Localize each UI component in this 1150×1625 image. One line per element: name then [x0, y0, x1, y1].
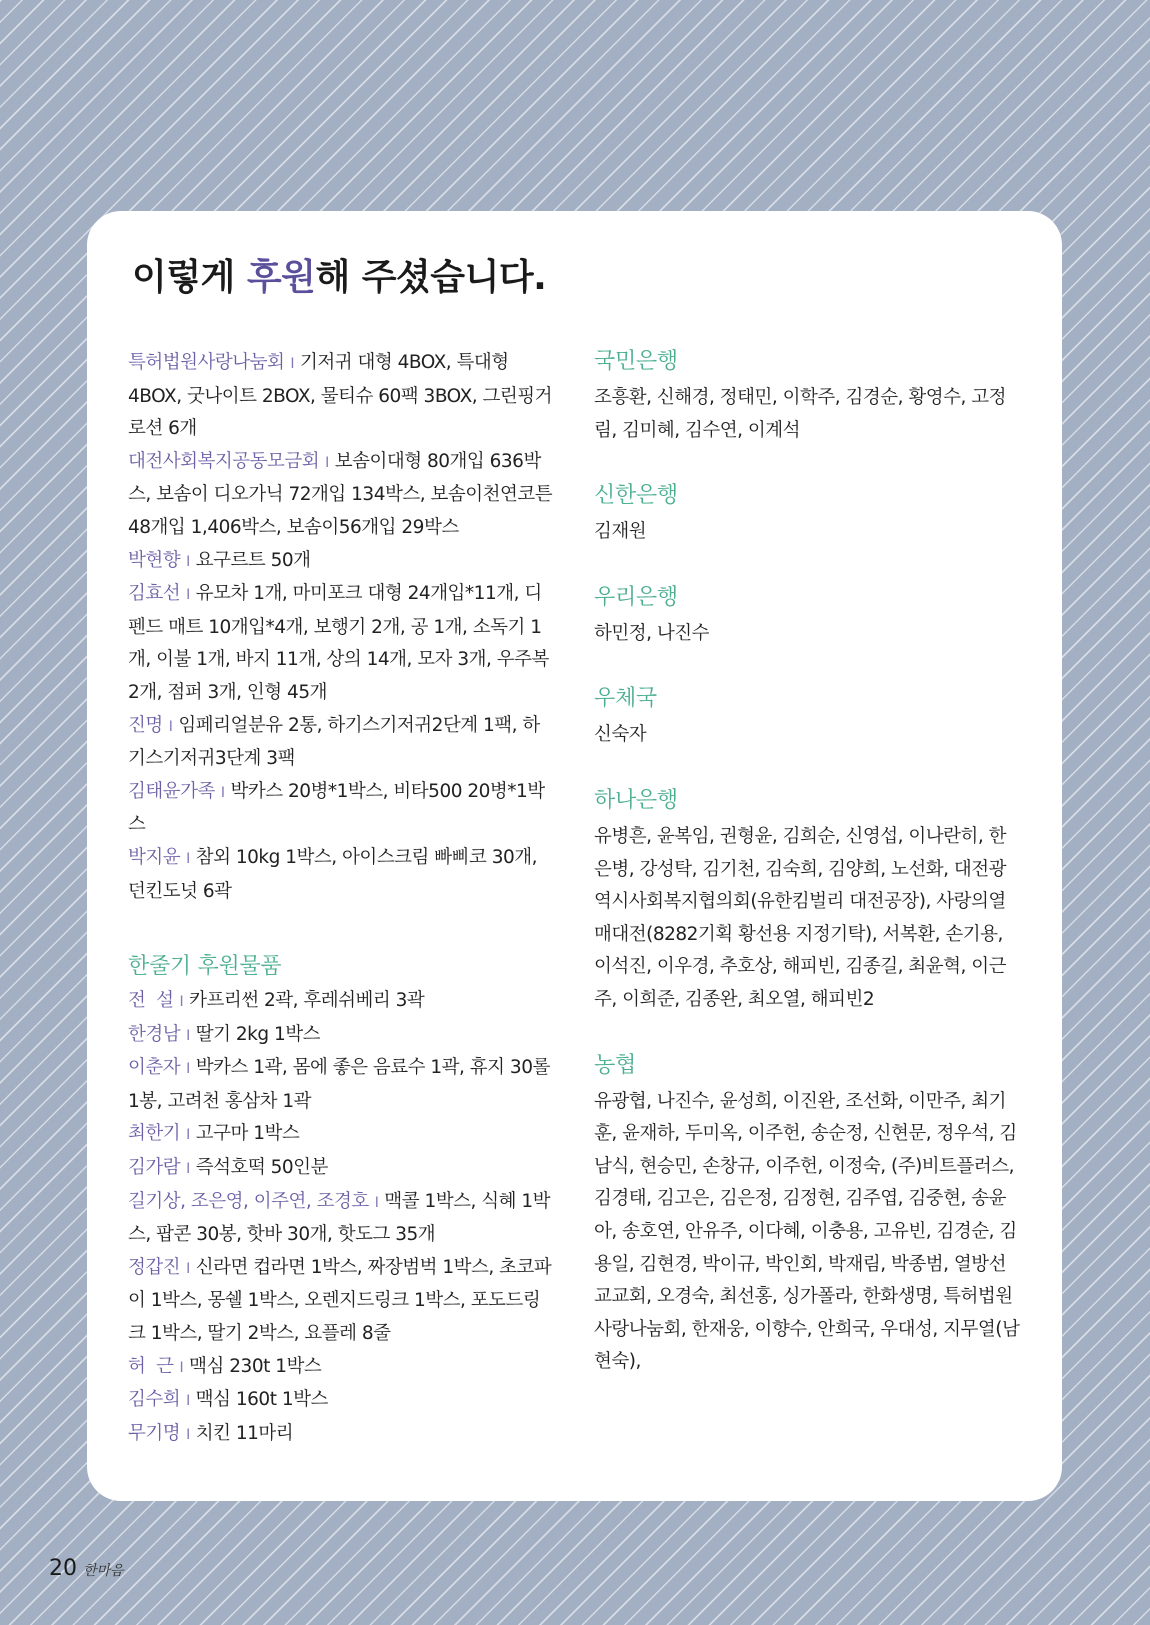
- donated-items: 참외 10kg 1박스, 아이스크림 빠삐코 30개, 던킨도넛 6곽: [128, 846, 538, 902]
- donor-name: 김가람: [128, 1157, 181, 1179]
- donated-items: 맥심 160t 1박스: [195, 1389, 328, 1411]
- donated-items: 유모차 1개, 마미포크 대형 24개입*11개, 디펜드 매트 10개입*4개, 보행기 2개, 공 1개, 소독기 1개, 이불 1개, 바지 11개, 상의 14개, 모자 3개, 우주복 2개, 점퍼 3개, 인형 45개: [128, 583, 549, 703]
- page-footer: [49, 1556, 124, 1581]
- separator: I: [374, 1194, 379, 1211]
- separator: I: [220, 784, 225, 801]
- donated-items: 임페리얼분유 2통, 하기스기저귀2단계 1팩, 하기스기저귀3단계 3팩: [128, 714, 540, 770]
- bank-section: [594, 1051, 1022, 1379]
- page-number: 20: [49, 1556, 77, 1581]
- separator: I: [186, 1161, 190, 1178]
- separator: I: [186, 553, 190, 570]
- donation-entry: [128, 545, 553, 579]
- donation-entry: [128, 446, 553, 545]
- bank-section: [594, 684, 1022, 752]
- title-accent: 후원: [246, 257, 316, 298]
- separator: I: [186, 1426, 190, 1443]
- bank-name: 신한은행: [594, 483, 678, 509]
- donation-entry: [128, 1418, 553, 1452]
- separator: I: [186, 1061, 190, 1078]
- donor-name: 정갑진: [128, 1256, 181, 1278]
- separator: I: [186, 587, 190, 604]
- separator: I: [168, 718, 173, 735]
- donated-items: 딸기 2kg 1박스: [195, 1023, 321, 1045]
- bank-donors: 유병흔, 윤복임, 권형윤, 김희순, 신영섭, 이나란히, 한은병, 강성탁, 김기천, 김숙희, 김양희, 노선화, 대전광역시사회복지협의회(유한킴벌리 대전공장), 사랑의열매대전(8282기획 황선용 지정기탁), 서복환, 손기용, 이석진, 이우경, 추호상, 해피빈, 김종길, 최윤혁, 이근주, 이희준, 김종완, 최오열, 해피빈2: [594, 825, 1006, 1010]
- donation-entry: [128, 1019, 553, 1053]
- bank-name: 국민은행: [594, 349, 678, 374]
- separator: I: [186, 850, 190, 867]
- donation-entry: [128, 842, 553, 908]
- title-prefix: 이렇게: [132, 257, 247, 298]
- separator: I: [179, 1359, 184, 1376]
- bank-section: [594, 481, 1022, 549]
- right-column: [594, 347, 1022, 1379]
- donated-items: 카프리썬 2곽, 후레쉬베리 3곽: [189, 990, 425, 1012]
- donor-name: 박현향: [128, 549, 181, 571]
- bank-donors: 유광협, 나진수, 윤성희, 이진완, 조선화, 이만주, 최기훈, 윤재하, 두미옥, 이주헌, 송순정, 신현문, 정우석, 김남식, 현승민, 손창규, 이주헌, 이정숙, (주)비트플러스, 김경태, 김고은, 김은정, 김정현, 김주엽, 김중현, 송윤아, 송호연, 안유주, 이다혜, 이충용, 고유빈, 김경순, 김용일, 김현경, 박이규, 박인회, 박재림, 박종범, 열방선교교회, 오경숙, 최선홍, 싱가폴라, 한화생명, 특허법원사랑나눔회, 한재웅, 이향수, 안희국, 우대성, 지무열(남현숙),: [594, 1090, 1020, 1373]
- bank-section: [594, 583, 1022, 651]
- donor-name: 한경남: [128, 1023, 181, 1045]
- donor-name: 대전사회복지공동모금회: [128, 450, 320, 472]
- donation-entry: [128, 1252, 553, 1351]
- donor-name: 김태윤가족: [128, 780, 215, 802]
- bank-donors: 김재원: [594, 521, 647, 543]
- donation-entry: [128, 1118, 553, 1152]
- donated-items: 즉석호떡 50인분: [195, 1157, 328, 1179]
- donated-items: 요구르트 50개: [195, 549, 311, 571]
- donated-items: 박카스 20병*1박스, 비타500 20병*1박스: [128, 780, 545, 836]
- donation-entry: [128, 1152, 553, 1186]
- donor-name: 이춘자: [128, 1057, 181, 1079]
- donation-card: [87, 211, 1062, 1501]
- donation-entry: [128, 1351, 553, 1385]
- donation-entry: [128, 710, 553, 776]
- left-column: [128, 347, 553, 1451]
- bank-name: 우체국: [594, 686, 657, 712]
- donation-entry: [128, 578, 553, 709]
- bank-section: [594, 786, 1022, 1017]
- bank-name: 농협: [594, 1052, 636, 1078]
- separator: I: [186, 1027, 190, 1044]
- separator: I: [186, 1127, 190, 1144]
- donated-items: 신라면 컵라면 1박스, 짜장범벅 1박스, 초코파이 1박스, 몽쉘 1박스, 오렌지드링크 1박스, 포도드링크 1박스, 딸기 2박스, 요플레 8줄: [128, 1256, 552, 1345]
- page-title: [132, 249, 546, 300]
- donation-entry: [128, 1384, 553, 1418]
- donor-name: 김효선: [128, 583, 181, 605]
- donor-name: 최한기: [128, 1123, 181, 1145]
- donated-items: 보솜이대형 80개입 636박스, 보솜이 디오가닉 72개입 134박스, 보솜이천연코튼 48개입 1,406박스, 보솜이56개입 29박스: [128, 450, 553, 538]
- bank-name: 우리은행: [594, 584, 678, 610]
- separator: I: [290, 356, 294, 372]
- donor-name: 특허법원사랑나눔회: [128, 352, 285, 373]
- donor-name: 허 근: [128, 1355, 174, 1377]
- hanjulgi-section-title: 한줄기 후원물품: [128, 954, 282, 980]
- bank-donors: 하민정, 나진수: [594, 622, 709, 644]
- donated-items: 고구마 1박스: [195, 1123, 300, 1145]
- donation-entry: [128, 776, 553, 842]
- donor-name: 김수희: [128, 1389, 181, 1411]
- bank-donors: 신숙자: [594, 724, 647, 746]
- donation-entry: [128, 347, 553, 446]
- bank-name: 하나은행: [594, 787, 678, 813]
- separator: I: [325, 454, 329, 471]
- donor-name: 진명: [128, 714, 163, 736]
- donor-name: 박지윤: [128, 846, 181, 868]
- title-suffix: 해 주셨습니다.: [315, 257, 547, 298]
- donated-items: 맥콜 1박스, 식혜 1박스, 팝콘 30봉, 핫바 30개, 핫도그 35개: [128, 1190, 551, 1246]
- donor-name: 무기명: [128, 1422, 181, 1444]
- donated-items: 맥심 230t 1박스: [189, 1355, 322, 1377]
- separator: I: [186, 1260, 190, 1277]
- donor-name: 길기상, 조은영, 이주연, 조경호: [128, 1190, 369, 1212]
- separator: I: [179, 994, 184, 1011]
- donated-items: 박카스 1곽, 몸에 좋은 음료수 1곽, 휴지 30롤 1봉, 고려천 홍삼차 1곽: [128, 1057, 550, 1112]
- donated-items: 치킨 11마리: [195, 1422, 294, 1444]
- donation-entry: [128, 1052, 553, 1118]
- donation-entry: [128, 1186, 553, 1252]
- bank-section: [594, 347, 1022, 447]
- donation-entry: [128, 985, 553, 1019]
- bank-donors: 조흥환, 신해경, 정태민, 이학주, 김경순, 황영수, 고정림, 김미혜, 김수연, 이계석: [594, 387, 1006, 441]
- separator: I: [186, 1393, 190, 1410]
- donated-items: 기저귀 대형 4BOX, 특대형 4BOX, 굿나이트 2BOX, 물티슈 60팩 3BOX, 그린핑거 로션 6개: [128, 352, 552, 440]
- magazine-name: 한마음: [83, 1563, 124, 1579]
- donor-name: 전 설: [128, 990, 174, 1012]
